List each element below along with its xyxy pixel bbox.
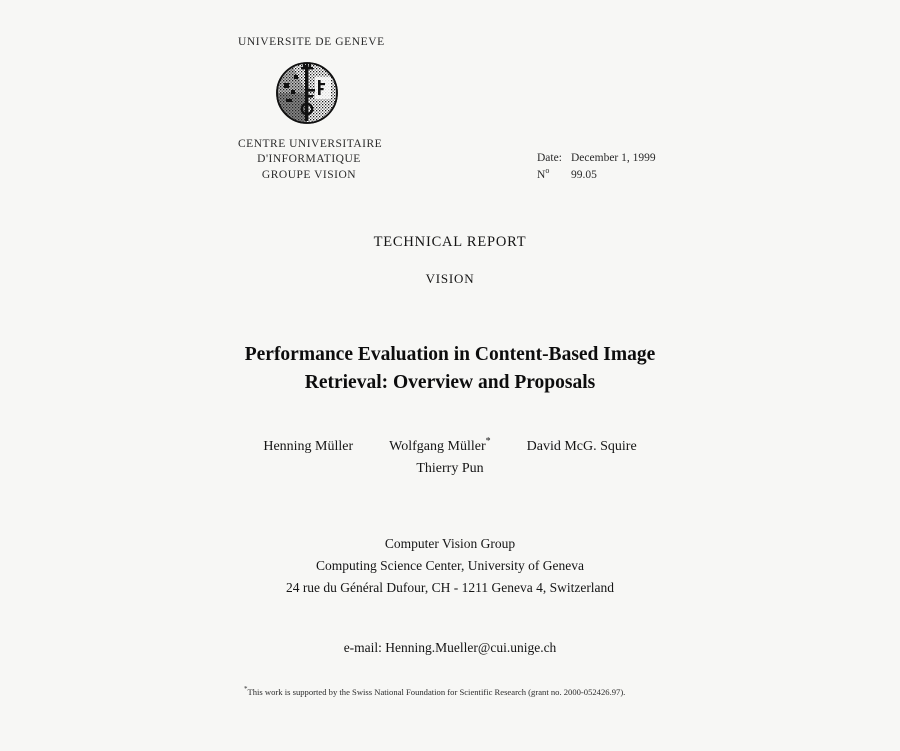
university-seal-icon [274,59,340,127]
institute-line-2: D'INFORMATIQUE [257,153,361,166]
author-row-1: Henning Müller Wolfgang Müller* David McG. Squire [150,438,750,457]
footnote-text: This work is supported by the Swiss National Foundation for Scientific Research (grant no. 2000-052426.97). [247,687,626,697]
title-line-2: Retrieval: Overview and Proposals [304,371,596,393]
report-type: TECHNICAL REPORT [373,234,527,250]
university-name: UNIVERSITE DE GENEVE [238,36,385,48]
affiliation-line-1: Computer Vision Group [384,536,516,551]
contact-email: e-mail: Henning.Mueller@cui.unige.ch [343,640,557,655]
affiliation-line-3: 24 rue du Général Dufour, CH - 1211 Geneva 4, Switzerland [285,580,615,595]
title-line-1: Performance Evaluation in Content-Based Image [244,344,656,365]
author-1: Henning Müller [263,439,354,454]
affiliation-line-2: Computing Science Center, University of Geneva [316,558,584,573]
affiliation-block [150,533,750,599]
institute-block [238,137,383,183]
footnote [244,686,666,699]
report-subject: VISION [425,271,475,286]
page-title [150,341,750,397]
report-number-value: 99.05 [571,168,597,181]
report-number-row [537,167,656,184]
institute-line-3: GROUPE VISION [261,168,357,181]
author-3: David McG. Squire [526,439,637,454]
document-meta [537,150,656,183]
date-row [537,150,656,167]
footnote-marker: * [244,685,248,694]
institute-line-1: CENTRE UNIVERSITAIRE [238,138,383,150]
date-value: December 1, 1999 [571,152,656,164]
date-label: Date: [537,152,562,164]
author-row-2 [150,460,750,479]
report-number-label: $N^o$ [537,165,550,181]
author-2: Wolfgang Müller [389,439,486,454]
degree-superscript: o [545,165,550,175]
author-list [150,438,750,479]
author-4: Thierry Pun [416,460,484,476]
